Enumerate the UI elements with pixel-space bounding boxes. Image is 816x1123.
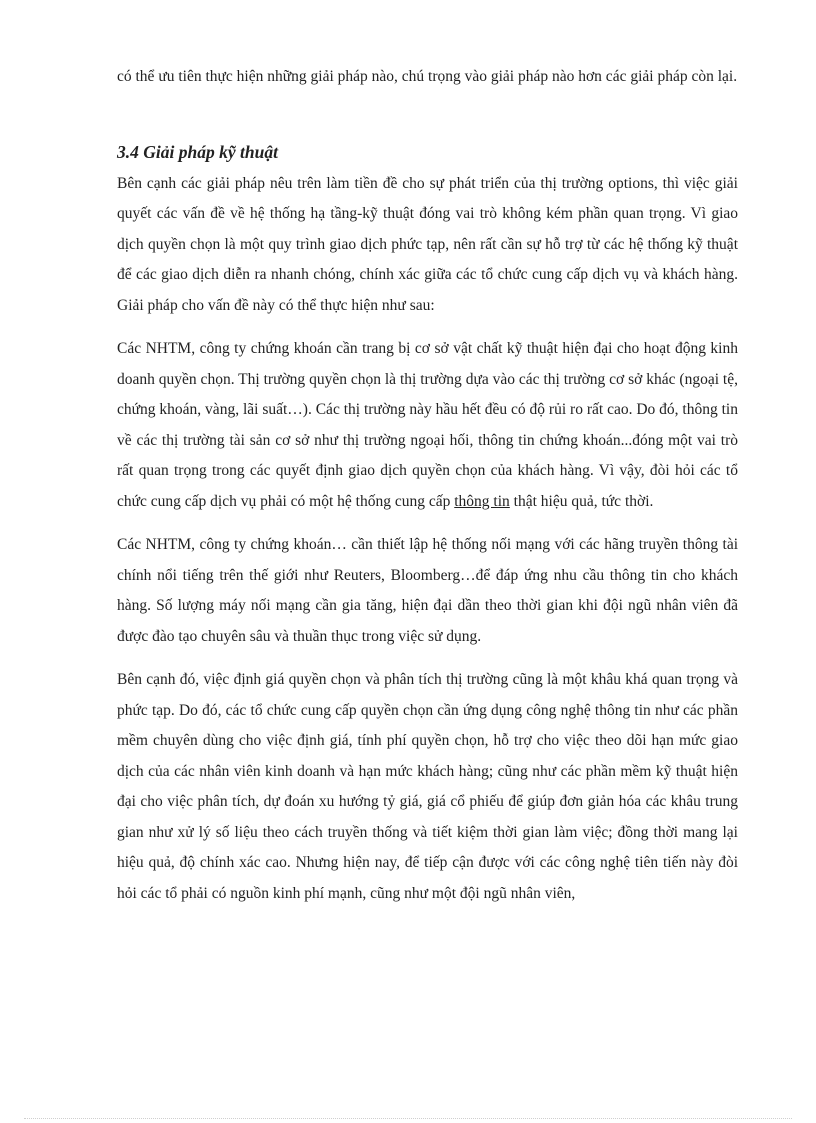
paragraph-software: Bên cạnh đó, việc định giá quyền chọn và phân tích thị trường cũng là một khâu khá quan trọng và phức tạp. Do đó, các tổ chức cung cấp quyền chọn cần ứng dụng công nghệ thông tin như các phần mềm chuyên dùng cho việc định giá, tính phí quyền chọn, hỗ trợ cho việc theo dõi hạn mức giao dịch của các nhân viên kinh doanh và hạn mức khách hàng; cũng như các phần mềm kỹ thuật hiện đại cho việc phân tích, dự đoán xu hướng tỷ giá, giá cổ phiếu để giúp đơn giản hóa các khâu trung gian như xử lý số liệu theo cách truyền thống và tiết kiệm thời gian làm việc; đồng thời mang lại hiệu quả, độ chính xác cao. Nhưng hiện nay, để tiếp cận được với các công nghệ tiên tiến này đòi hỏi các tổ phải có nguồn kinh phí mạnh, cũng như một đội ngũ nhân viên, (117, 671, 738, 902)
paragraph-infrastructure-text: Các NHTM, công ty chứng khoán cần trang bị cơ sở vật chất kỹ thuật hiện đại cho hoạt động kinh doanh quyền chọn. Thị trường quyền chọn là thị trường dựa vào các thị trường cơ sở khác (ngoại tệ, chứng khoán, vàng, lãi suất…). Các thị trường này hầu hết đều có độ rủi ro rất cao. Do đó, thông tin về các thị trường tài sản cơ sở như thị trường ngoại hối, thông tin chứng khoán...đóng một vai trò rất quan trọng trong các quyết định giao dịch quyền chọn của khách hàng. Vì vậy, đòi hỏi các tổ chức cung cấp dịch vụ phải có một hệ thống cung cấp (117, 340, 738, 510)
paragraph-overview: Bên cạnh các giải pháp nêu trên làm tiền đề cho sự phát triển của thị trường options, thì việc giải quyết các vấn đề về hệ thống hạ tầng-kỹ thuật đóng vai trò không kém phần quan trọng. Vì giao dịch quyền chọn là một quy trình giao dịch phức tạp, nên rất cần sự hỗ trợ từ các hệ thống kỹ thuật để các giao dịch diễn ra nhanh chóng, chính xác giữa các tổ chức cung cấp dịch vụ và khách hàng. Giải pháp cho vấn đề này có thể thực hiện như sau: (117, 174, 738, 314)
paragraph-infrastructure-end: thật hiệu quả, tức thời. (509, 492, 654, 510)
document-page (117, 62, 738, 922)
paragraph-networking: Các NHTM, công ty chứng khoán… cần thiết lập hệ thống nối mạng với các hãng truyền thông tài chính nổi tiếng trên thế giới như Reuters, Bloomberg…để đáp ứng nhu cầu thông tin cho khách hàng. Số lượng máy nối mạng cần gia tăng, hiện đại dần theo thời gian khi đội ngũ nhân viên đã được đào tạo chuyên sâu và thuần thục trong việc sử dụng. (117, 536, 738, 645)
paragraph-infrastructure (117, 334, 738, 517)
thong-tin-link[interactable]: thông tin (454, 492, 510, 510)
intro-paragraph: có thể ưu tiên thực hiện những giải pháp nào, chú trọng vào giải pháp nào hơn các giải pháp còn lại. (117, 68, 738, 85)
page-bottom-divider (24, 1118, 792, 1119)
section-heading: 3.4 Giải pháp kỹ thuật (117, 141, 278, 162)
